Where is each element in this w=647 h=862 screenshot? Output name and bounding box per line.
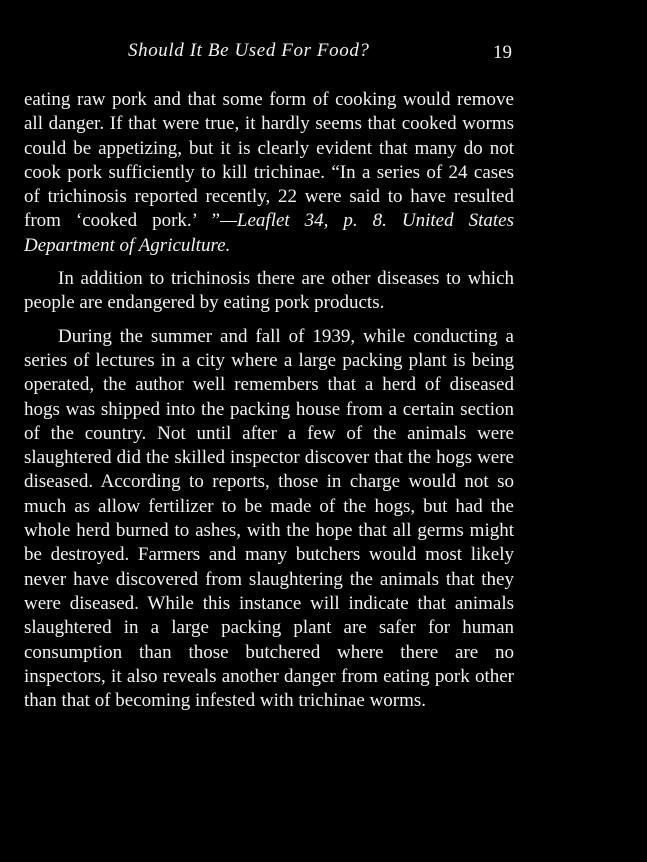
page-body xyxy=(24,88,514,713)
citation: —Leaflet 34, p. 8. United States Department of Agriculture. xyxy=(24,210,514,256)
paragraph-text: eating raw pork and that some form of cooking would remove all danger. If that were true, it hardly seems that cooked worms could be appetizing, but it is clearly evident that many do not cook pork sufficiently to kill trichinae. “In a series of 24 cases of trichinosis reported recently, 22 were said to have resulted from ‘cooked pork.’ ” xyxy=(24,89,514,232)
running-title: Should It Be Used For Food? xyxy=(128,40,370,61)
paragraph: In addition to trichinosis there are other diseases to which people are endangered by eating pork products. xyxy=(24,268,514,314)
paragraph: During the summer and fall of 1939, while conducting a series of lectures in a city where a large packing plant is being operated, the author well remembers that a herd of diseased hogs was shipped into the packing house from a certain section of the country. Not until after a few of the animals were slaughtered did the skilled inspector discover that the hogs were diseased. According to reports, those in charge would not so much as allow fertilizer to be made of the hogs, but had the whole herd burned to ashes, with the hope that all germs might be destroyed. Farmers and many butchers would most likely never have discovered from slaughtering the animals that they were diseased. While this instance will indicate that animals slaughtered in a large packing plant are safer for human consumption than those butchered where there are no inspectors, it also reveals another danger from eating pork other than that of becoming infested with trichinae worms. xyxy=(24,325,514,712)
paragraph-continued xyxy=(24,88,514,258)
page-number: 19 xyxy=(493,42,512,63)
